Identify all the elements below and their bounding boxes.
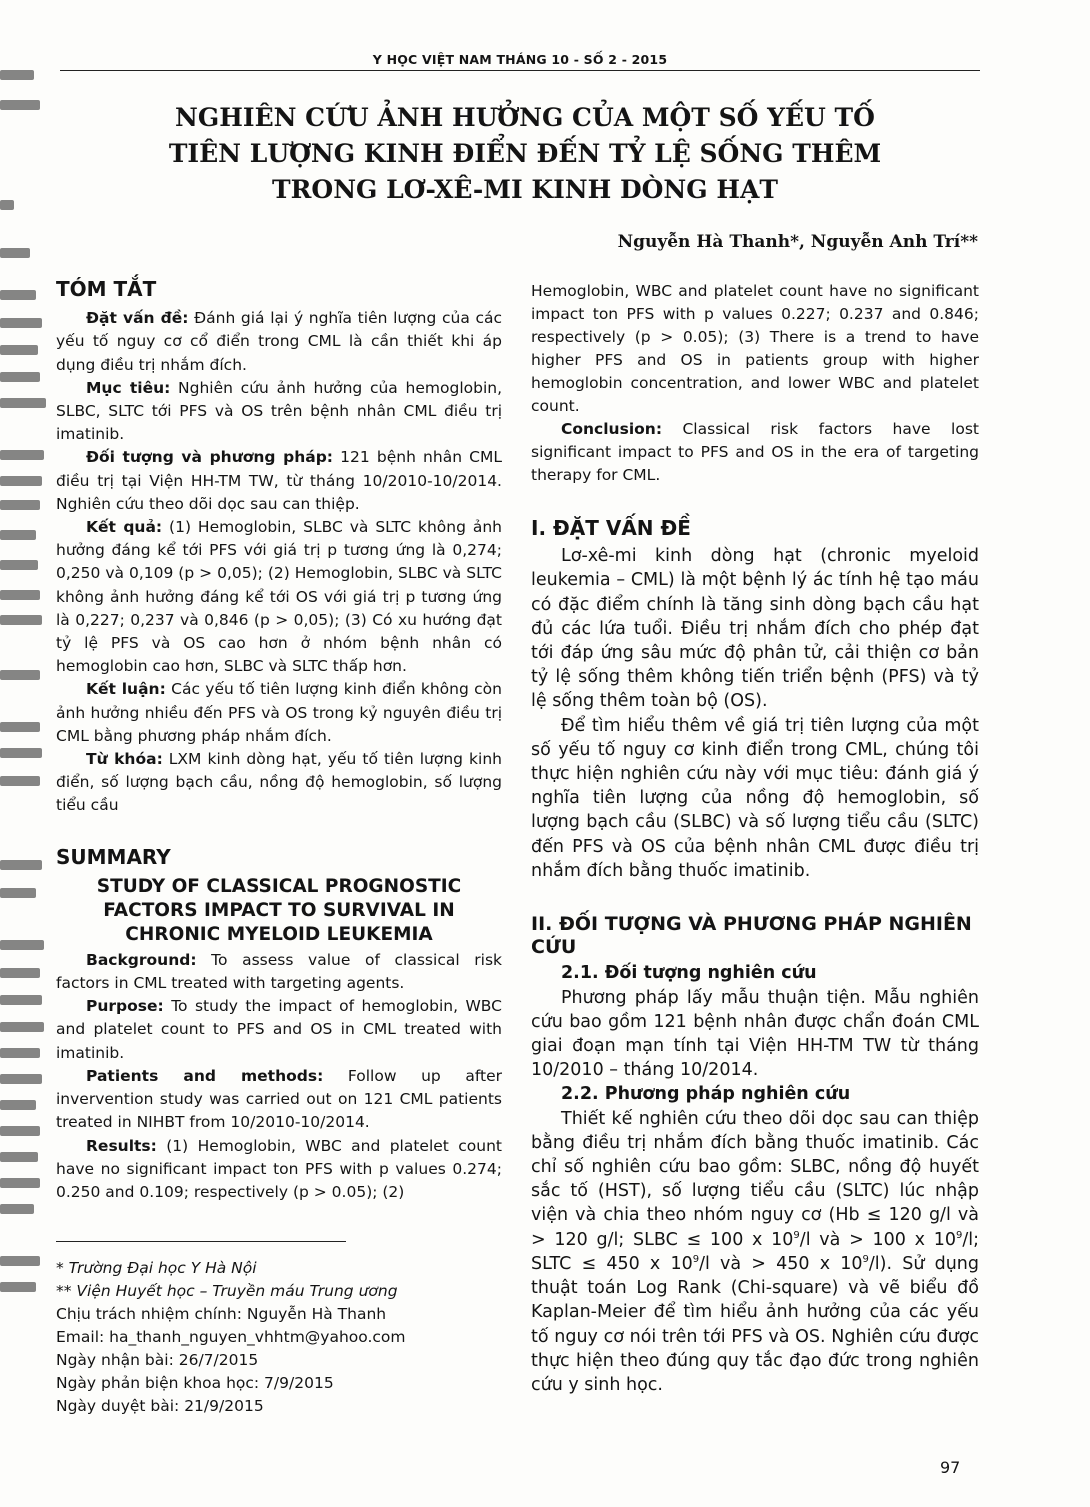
- section-1-heading: I. ĐẶT VẤN ĐỀ: [531, 516, 691, 540]
- superscript: 9: [692, 1254, 700, 1266]
- date-reviewed: Ngày phản biện khoa học: 7/9/2015: [56, 1374, 334, 1392]
- authors: Nguyễn Hà Thanh*, Nguyễn Anh Trí**: [617, 232, 978, 252]
- article-title: [130, 100, 920, 208]
- summary-title-line: STUDY OF CLASSICAL PROGNOSTIC: [96, 875, 462, 897]
- text: To study the impact of hemoglobin, WBC and platelet count to PFS and OS in CML treated with imatinib.: [56, 997, 502, 1062]
- superscript: 9: [793, 1229, 800, 1241]
- text: Các yếu tố tiên lượng kinh điển không còn ảnh hưởng nhiều đến PFS và OS trong kỷ nguyên điều trị CML bằng phương pháp nhắm đích.: [56, 680, 502, 745]
- label: Patients and methods:: [86, 1066, 324, 1085]
- text: Follow up after invervention study was carried out on 121 CML patients treated in NIHBT from 10/2010-10/2014.: [56, 1066, 503, 1132]
- running-header: Y HỌC VIỆT NAM THÁNG 10 - SỐ 2 - 2015: [372, 52, 668, 67]
- section-2-heading: II. ĐỐI TƯỢNG VÀ PHƯƠNG PHÁP NGHIÊN CỨU: [531, 913, 972, 959]
- summary-paragraph: [56, 949, 502, 995]
- title-line: TIÊN LƯỢNG KINH ĐIỂN ĐẾN TỶ LỆ SỐNG THÊM: [168, 139, 882, 168]
- tomtat-paragraph: [56, 377, 502, 447]
- section-1-paragraph: Để tìm hiểu thêm về giá trị tiên lượng của một số yếu tố nguy cơ kinh điển trong CML, chúng tôi thực hiện nghiên cứu này với mục tiêu: đánh giá ý nghĩa tiên lượng của nồng độ hemoglobin, số lượng bạch cầu (SLBC) và số lượng tiểu cầu (SLTC) đến PFS và OS của bệnh nhân CML được điều trị nhắm đích bằng thuốc imatinib.: [531, 715, 979, 881]
- subsection-2-2-heading: 2.2. Phương pháp nghiên cứu: [561, 1084, 851, 1105]
- subsection-2-2-text: [531, 1107, 979, 1397]
- label: Purpose:: [86, 997, 164, 1016]
- label: Results:: [86, 1136, 157, 1155]
- summary-paragraph: [56, 995, 502, 1065]
- page-edge-bleed: [0, 0, 50, 1507]
- summary-heading: SUMMARY: [56, 844, 171, 869]
- title-line: TRONG LƠ-XÊ-MI KINH DÒNG HẠT: [272, 175, 778, 204]
- summary-title: [56, 875, 502, 947]
- footnote-rule: [56, 1241, 346, 1242]
- label: Kết quả:: [86, 518, 163, 537]
- text: To assess value of classical risk factors in CML treated with targeting agents.: [56, 950, 502, 993]
- text: (1) Hemoglobin, SLBC và SLTC không ảnh hưởng đáng kể tới PFS với giá trị p tương ứng là 0,274; 0,250 và 0,109 (p > 0,05); (2) Hemoglobin, SLBC và SLTC không ảnh hưởng đáng kể tới OS với giá trị p tương ứng là 0,227; 0,237 và 0,846 (p > 0,05); (3) Có xu hướng đạt tỷ lệ PFS và OS cao hơn ở nhóm bệnh nhân có hemoglobin cao hơn, SLBC và SLTC thấp hơn.: [56, 518, 502, 676]
- text: (1) Hemoglobin, WBC and platelet count have no significant impact ton PFS with p values 0.274; 0.250 and 0.109; respectively (p > 0.05); (2): [56, 1136, 502, 1201]
- affiliation-1: * Trường Đại học Y Hà Nội: [56, 1259, 257, 1277]
- text: /l và > 450 x 10: [699, 1253, 863, 1274]
- text: 121 bệnh nhân CML điều trị tại Viện HH-TM TW, từ tháng 10/2010-10/2014. Nghiên cứu theo dõi dọc sau can thiệp.: [56, 448, 502, 513]
- label: Từ khóa:: [86, 750, 163, 769]
- text: /l; SLTC ≤ 450 x 10: [531, 1229, 980, 1274]
- affiliation-2: ** Viện Huyết học – Truyền máu Trung ương: [56, 1282, 398, 1300]
- tomtat-heading: TÓM TẮT: [56, 277, 157, 301]
- text: LXM kinh dòng hạt, yếu tố tiên lượng kinh điển, số lượng bạch cầu, nồng độ hemoglobin, số lượng tiểu cầu: [56, 750, 502, 815]
- right-column: [531, 280, 979, 1397]
- label: Đặt vấn đề:: [86, 309, 189, 328]
- summary-paragraph: [531, 418, 979, 487]
- summary-paragraph: [56, 1065, 502, 1135]
- tomtat-paragraph: [56, 446, 502, 516]
- tomtat-paragraph: [56, 516, 502, 678]
- date-received: Ngày nhận bài: 26/7/2015: [56, 1351, 259, 1369]
- text: /l và > 100 x 10: [799, 1229, 956, 1250]
- tomtat-paragraph: [56, 678, 502, 748]
- left-column: [56, 278, 502, 1204]
- section-1-paragraph: Lơ-xê-mi kinh dòng hạt (chronic myeloid leukemia – CML) là một bệnh lý ác tính hệ tạo máu có đặc điểm chính là tăng sinh dòng bạch cầu hạt đủ các lứa tuổi. Điều trị nhắm đích cho phép đạt tới đáp ứng sâu mức độ phân tử, cải thiện cơ bản tỷ lệ sống thêm không tiến triển bệnh (PFS) và tỷ lệ sống thêm toàn bộ (OS).: [531, 546, 979, 712]
- label: Conclusion:: [561, 420, 663, 438]
- page-number: 97: [940, 1458, 961, 1477]
- tomtat-paragraph: [56, 307, 502, 377]
- subsection-2-1-heading: 2.1. Đối tượng nghiên cứu: [561, 963, 817, 984]
- email: Email: ha_thanh_nguyen_vhhtm@yahoo.com: [56, 1328, 406, 1346]
- summary-paragraph: [56, 1135, 502, 1205]
- superscript: 9: [862, 1254, 869, 1266]
- footnotes: [56, 1257, 496, 1418]
- date-accepted: Ngày duyệt bài: 21/9/2015: [56, 1397, 264, 1415]
- text: Đánh giá lại ý nghĩa tiên lượng của các yếu tố nguy cơ cổ điển trong CML là cần thiết khi áp dụng điều trị nhắm đích.: [56, 309, 503, 374]
- superscript: 9: [955, 1229, 963, 1241]
- label: Đối tượng và phương pháp:: [86, 448, 334, 467]
- label: Mục tiêu:: [86, 378, 171, 397]
- label: Kết luận:: [86, 680, 166, 699]
- tomtat-paragraph: [56, 748, 502, 818]
- summary-results-continued: Hemoglobin, WBC and platelet count have no significant impact ton PFS with p values 0.227; 0.237 and 0.846; respectively (p > 0.05); (3) There is a trend to have higher PFS and OS in patients group with higher hemoglobin concentration, and lower WBC and platelet count.: [531, 282, 979, 415]
- label: Background:: [86, 950, 197, 969]
- title-line: NGHIÊN CỨU ẢNH HƯỞNG CỦA MỘT SỐ YẾU TỐ: [175, 103, 875, 132]
- summary-title-line: CHRONIC MYELOID LEUKEMIA: [125, 923, 433, 945]
- summary-title-line: FACTORS IMPACT TO SURVIVAL IN: [103, 899, 455, 921]
- text: Classical risk factors have lost significant impact to PFS and OS in the era of targeting therapy for CML.: [531, 420, 979, 484]
- text: Thiết kế nghiên cứu theo dõi dọc sau can thiệp bằng điều trị nhắm đích bằng thuốc imatinib. Các chỉ số nghiên cứu bao gồm: SLBC, nồng độ huyết sắc tố (HST), số lượng tiểu cầu (SLTC) lúc nhập viện và chia theo nhóm nguy cơ (Hb ≤ 120 g/l và > 120 g/l; SLBC ≤ 100 x 10: [531, 1108, 979, 1250]
- corresponding-author: Chịu trách nhiệm chính: Nguyễn Hà Thanh: [56, 1305, 387, 1323]
- subsection-2-1-text: Phương pháp lấy mẫu thuận tiện. Mẫu nghiên cứu bao gồm 121 bệnh nhân được chẩn đoán CML giai đoạn mạn tính tại Viện HH-TM TW từ tháng 10/2010 – tháng 10/2014.: [531, 987, 979, 1081]
- text: Nghiên cứu ảnh hưởng của hemoglobin, SLBC, SLTC tới PFS và OS trên bệnh nhân CML điều trị imatinib.: [56, 378, 502, 444]
- text: /l). Sử dụng thuật toán Log Rank (Chi-square) và vẽ biểu đồ Kaplan-Meier để tìm hiểu ảnh hưởng của các yếu tố nguy cơ nói trên tới PFS và OS. Nghiên cứu được thực hiện theo đúng quy tắc đạo đức trong nghiên cứu y sinh học.: [531, 1253, 980, 1395]
- header-rule: [60, 70, 980, 71]
